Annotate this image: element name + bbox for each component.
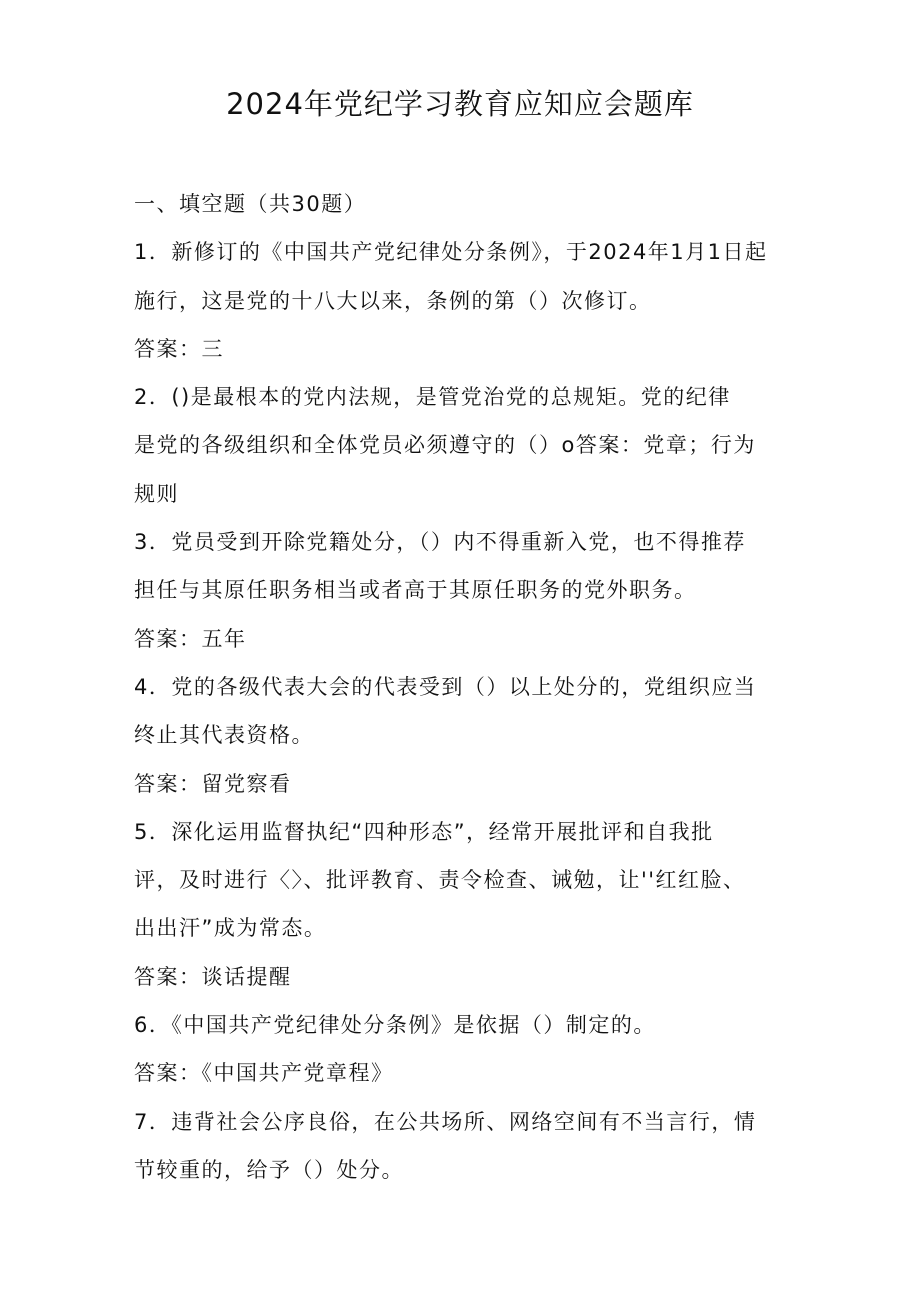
question-2-line-1: 2．()是最根本的党内法规，是管党治党的总规矩。党的纪律 — [134, 385, 731, 410]
answer-1: 答案：三 — [134, 336, 224, 361]
question-4-line-1: 4．党的各级代表大会的代表受到（）以上处分的，党组织应当 — [134, 674, 757, 699]
answer-4: 答案：留党察看 — [134, 771, 292, 796]
question-4-line-2: 终止其代表资格。 — [134, 723, 314, 748]
question-5-line-2: 评，及时进行〈〉、批评教育、责令检查、诫勉，让''红红脸、 — [134, 868, 746, 893]
question-3-line-1: 3．党员受到开除党籍处分，（）内不得重新入党，也不得推荐 — [134, 530, 746, 555]
question-1-line-2: 施行，这是党的十八大以来，条例的第（）次修订。 — [134, 288, 652, 313]
question-3-line-2: 担任与其原任职务相当或者高于其原任职务的党外职务。 — [134, 578, 697, 603]
question-5-line-1: 5．深化运用监督执纪“四种形态”，经常开展批评和自我批 — [134, 819, 714, 844]
question-7-line-1: 7．违背社会公序良俗，在公共场所、网络空间有不当言行，情 — [134, 1109, 757, 1134]
document-body — [134, 180, 784, 1194]
question-5-line-3: 出出汗”成为常态。 — [134, 916, 327, 941]
question-1-line-1: 1．新修订的《中国共产党纪律处分条例》，于2024年1月1日起 — [134, 240, 768, 265]
question-2-line-3: 规则 — [134, 481, 179, 506]
answer-3: 答案：五年 — [134, 626, 247, 651]
question-6-line-1: 6．《中国共产党纪律处分条例》是依据（）制定的。 — [134, 1013, 656, 1038]
section-heading: 一、填空题（共30题） — [134, 192, 367, 216]
question-2-line-2: 是党的各级组织和全体党员必须遵守的（）o答案：党章；行为 — [134, 433, 756, 458]
answer-5: 答案：谈话提醒 — [134, 964, 292, 989]
question-7-line-2: 节较重的，给予（）处分。 — [134, 1157, 404, 1182]
answer-6: 答案：《中国共产党章程》 — [134, 1061, 394, 1086]
document-title: 2024年党纪学习教育应知应会题库 — [226, 87, 694, 121]
